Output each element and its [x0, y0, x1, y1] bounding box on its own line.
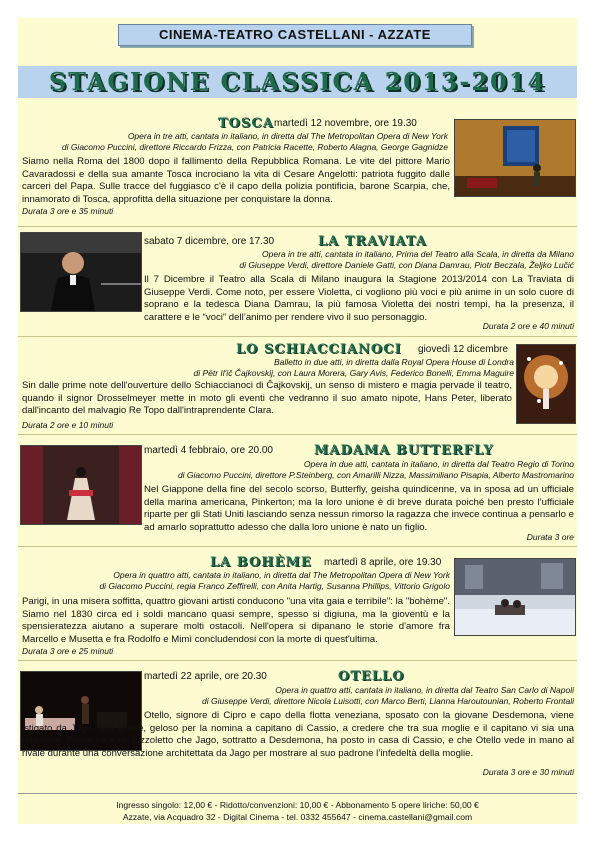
event-date-otello: martedì 22 aprile, ore 20.30	[144, 671, 267, 682]
schiaccianoci-ballet-photo	[516, 344, 576, 424]
event-description-tosca: Siamo nella Roma del 1800 dopo il fallimento della Repubblica Romana. Le vite del pittore Mario Cavaradossi e della sua amante Tosca incrociano la vita di Cesare Angelotti: patriota fuggito dalle carceri del Papa. Sulle tracce del fuggiasco c'è il capo della polizia pontificia, barone Scarpia, che, innamorato di Tosca, approfitta della situazione per conquistare la donna.	[22, 156, 450, 205]
event-duration-butterfly: Durata 3 ore	[526, 532, 574, 542]
credit-line: Opera in tre atti, cantata in italiano, in diretta dal The Metropolitan Opera di New York	[127, 131, 448, 141]
section-divider	[18, 660, 577, 661]
credit-line: di Giacomo Puccini, regia Franco Zeffirelli, con Anita Hartig, Susanna Phillips, Vittorio Grigolo	[99, 580, 450, 591]
event-duration-schiaccianoci: Durata 2 ore e 10 minuti	[22, 420, 114, 430]
event-credits-butterfly	[144, 459, 574, 480]
event-description-butterfly: Nel Giappone della fine del secolo scorso, Butterfly, geisha quindicenne, va in sposa ad un ufficiale della marina americana, Pinkerton; ma la loro unione è di breve durata poiché ben presto l’ufficiale riparte per gli Stati Uniti lasciando senza nessun rimorso la ragazza che invece continua a pensarlo e ad amarlo soprattutto adesso che dalla loro unione è nato un figlio.	[144, 484, 574, 533]
tosca-stage-photo	[454, 119, 576, 197]
event-duration-tosca: Durata 3 ore e 35 minuti	[22, 206, 114, 216]
credit-line: di Giuseppe Verdi, direttore Daniele Gatti, con Diana Damrau, Piotr Beczala, Željko Lučić	[239, 259, 574, 270]
credit-line: Opera in quattro atti, cantata in italiano, in diretta dal Teatro San Carlo di Napoli	[275, 685, 574, 695]
event-description-otello: Otello, signore di Cipro e capo della flotta veneziana, sposato con la giovane Desdemona, viene istigato da Jago, suo alfiere, geloso per la nomina a capitano di Cassio, a credere che tra sua moglie e il capitano vi sia una relazione. Prova ne è un fazzoletto che Jago, sottratto a Desdemona, ha posto in casa di Cassio, e che Otello vede in mano al rivale durante una conversazione architettata da Jago per mostrare al suo padrone l’infedeltà della moglie.	[22, 710, 574, 759]
event-credits-tosca	[28, 131, 448, 152]
event-date-tosca: martedì 12 novembre, ore 19.30	[274, 118, 417, 129]
butterfly-stage-photo	[20, 445, 142, 525]
event-title-boheme: LA BOHÈME	[210, 555, 312, 570]
event-title-schiaccianoci: LO SCHIACCIANOCI	[236, 342, 402, 357]
venue-title: CINEMA-TEATRO CASTELLANI - AZZATE	[118, 24, 472, 46]
credit-line: Opera in quattro atti, cantata in italiano, in diretta dal The Metropolitan Opera di New York	[113, 570, 450, 580]
event-credits-traviata	[144, 249, 574, 270]
credit-line: di Giacomo Puccini, direttore P.Steinberg, con Amarilli Nizza, Massimiliano Pisapia, Alberto Mastromarino	[177, 469, 574, 480]
section-divider	[18, 226, 577, 227]
event-description-schiaccianoci: Sin dalle prime note dell'ouverture dello Schiaccianoci di Čajkovskij, un senso di mistero e magia pervade il teatro, quando il signor Drosselmeyer mette in moto gli eventi che vedranno il suo amato nipote, Hans Peter, liberato dall'incanto del malvagio Re Topo dall'intraprendente Clara.	[22, 380, 512, 416]
event-date-schiaccianoci: giovedì 12 dicembre	[418, 344, 509, 355]
credit-line: di Pëtr Il'ič Čajkovskij, con Laura Morera, Gary Avis, Federico Bonelli, Emma Maguire	[193, 367, 514, 378]
event-duration-boheme: Durata 3 ore e 25 minuti	[22, 646, 114, 656]
event-date-boheme: martedì 8 aprile, ore 19.30	[324, 557, 442, 568]
credit-line: Opera in tre atti, cantata in italiano, Prima del Teatro alla Scala, in diretta da Milano	[262, 249, 574, 259]
event-date-traviata: sabato 7 dicembre, ore 17.30	[144, 236, 275, 247]
event-duration-otello: Durata 3 ore e 30 minuti	[482, 767, 574, 777]
boheme-stage-photo	[454, 558, 576, 636]
credit-line: Opera in due atti, cantata in italiano, in diretta dal Teatro Regio di Torino	[303, 459, 574, 469]
event-description-traviata: Il 7 Dicembre il Teatro alla Scala di Milano inaugura la Stagione 2013/2014 con La Traviata di Giuseppe Verdi. Come noto, per essere Violetta, ci vogliono più voci e più anime in un solo cuore di soprano e la tedesca Diana Damrau, la più famosa Violetta dei nostri tempi, ha la presenza, il carattere e le “voci” dell’animo per rendere vivo il suo personaggio.	[144, 274, 574, 323]
event-credits-boheme	[28, 570, 450, 591]
event-title-traviata: LA TRAVIATA	[318, 234, 427, 249]
event-title-tosca: TOSCA	[218, 116, 274, 131]
event-title-otello: OTELLO	[338, 669, 405, 684]
section-divider	[18, 546, 577, 547]
credit-line: Balletto in due atti, in diretta dalla Royal Opera House di Londra	[273, 357, 514, 367]
credit-line: di Giacomo Puccini, direttore Riccardo Frizza, con Patricia Racette, Roberto Alagna, George Gagnidze	[61, 141, 448, 152]
credit-line: di Giuseppe Verdi, direttore Nicola Luisotti, con Marco Berti, Lianna Haroutounian, Roberto Frontali	[202, 695, 574, 706]
traviata-singer-photo	[20, 232, 142, 312]
footer-address: Azzate, via Acquadro 32 - Digital Cinema - tel. 0332 455647 - cinema.castellani@gmail.com	[122, 812, 473, 822]
footer-divider	[18, 793, 577, 794]
event-credits-schiaccianoci	[28, 357, 514, 378]
event-description-boheme: Parigi, in una misera soffitta, quattro giovani artisti conducono "una vita gaia e terribile": la "bohème". Siamo nel 1830 circa ed i soldi mancano quasi sempre, spesso si digiuna, ma la gioventù e la spensieratezza aiutano a superare molti ostacoli. Nell'opera si dipanano le storie d'amore fra Marcello e Musetta e fra Rodolfo e Mimì concludendosi con la morte di quest'ultima.	[22, 596, 450, 645]
event-date-butterfly: martedì 4 febbraio, ore 20.00	[144, 445, 273, 456]
event-duration-traviata: Durata 2 ore e 40 minuti	[482, 321, 574, 331]
event-title-butterfly: MADAMA BUTTERFLY	[314, 443, 494, 458]
section-divider	[18, 336, 577, 337]
season-title: STAGIONE CLASSICA 2013-2014	[18, 66, 577, 98]
footer	[18, 799, 577, 823]
event-credits-otello	[144, 685, 574, 706]
program-sheet	[18, 18, 577, 824]
footer-prices: Ingresso singolo: 12,00 € - Ridotto/convenzioni: 10,00 € - Abbonamento 5 opere liriche: 50,00 €	[116, 800, 479, 810]
section-divider	[18, 434, 577, 435]
